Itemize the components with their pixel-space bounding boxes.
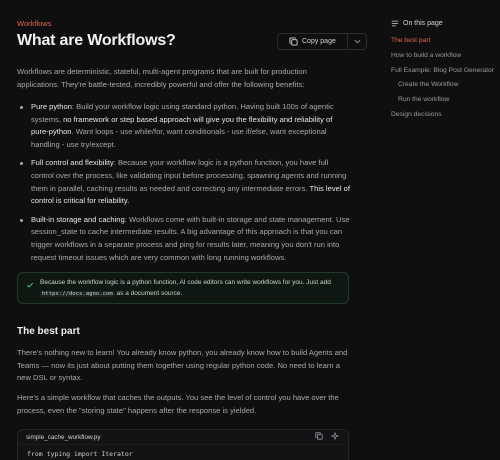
benefit-emphasis: This level of control is critical for reliability. bbox=[31, 183, 350, 206]
code-block bbox=[17, 429, 349, 460]
copy-icon[interactable] bbox=[315, 432, 323, 442]
code-line: from typing import Iterator bbox=[27, 450, 133, 458]
tip-text-part: as a document source. bbox=[114, 289, 183, 297]
tip-text-part: Because the workflow logic is a python function, AI code editors can write workflows for you. Just add bbox=[40, 279, 331, 286]
sparkle-icon[interactable] bbox=[331, 432, 339, 442]
toc-item-design-decisions[interactable]: Design decisions bbox=[391, 111, 442, 118]
copy-page-button[interactable] bbox=[277, 33, 367, 50]
code-actions bbox=[315, 432, 339, 442]
benefits-list bbox=[17, 101, 352, 270]
section-heading: The best part bbox=[17, 326, 80, 337]
paragraph: Here's a simple workflow that caches the outputs. You see the level of control you have over the process, even the "storing state" happens after the response is yielded. bbox=[17, 393, 339, 415]
toc-header-label: On this page bbox=[403, 20, 443, 27]
benefit-title: Pure python bbox=[31, 102, 72, 111]
list-item bbox=[17, 101, 352, 151]
toc-header bbox=[391, 20, 443, 27]
list-item bbox=[17, 214, 352, 264]
inline-code: https://docs.agno.com bbox=[42, 290, 113, 297]
page-title: What are Workflows? bbox=[17, 32, 176, 49]
copy-page-label: Copy page bbox=[302, 38, 336, 45]
copy-icon bbox=[287, 37, 299, 46]
tip-text bbox=[40, 278, 345, 299]
benefit-text: : Build your workflow logic using standard python. Having built 100s of agentic systems, bbox=[31, 102, 334, 124]
benefit-text: . Want loops - use while/for, want conditionals - use if/else, want exceptional handling - use try/except. bbox=[31, 127, 327, 149]
breadcrumb[interactable]: Workflows bbox=[17, 19, 52, 28]
toc-item-how-to-build[interactable]: How to build a workflow bbox=[391, 52, 462, 59]
toc-item-full-example[interactable]: Full Example: Blog Post Generator bbox=[391, 67, 494, 74]
benefit-text: : Workflows come with built-in storage and state management. Use session_state to cache intermediate results. A big advantage of this approach is that you can trigger workflows in a separate process and ping for results later, meaning you don't run into request timeout issues which are very common with long running workflows. bbox=[31, 214, 350, 262]
toc-item-run-workflow[interactable]: Run the workflow bbox=[398, 96, 450, 103]
benefit-title: Built-in storage and caching bbox=[31, 214, 125, 224]
toc-icon bbox=[391, 20, 399, 27]
check-icon bbox=[26, 281, 34, 294]
toc-item-create-workflow[interactable]: Create the Workflow bbox=[398, 81, 459, 88]
code-header bbox=[18, 430, 348, 445]
intro-paragraph: Workflows are deterministic, stateful, multi-agent programs that are built for production applications. They're battle-tested, incredibly powerful and offer the following benefits: bbox=[17, 67, 307, 89]
toc-item-the-best-part[interactable]: The best part bbox=[391, 37, 431, 44]
chevron-down-icon[interactable] bbox=[348, 39, 366, 44]
code-filename: simple_cache_workflow.py bbox=[26, 433, 101, 441]
benefit-text: : Because your workflow logic is a python function, you have full control over the process, like validating input before processing, spawning agents and running them in parallel, caching results as needed and correcting any intermediate errors. bbox=[31, 158, 347, 193]
tip-callout bbox=[17, 272, 349, 304]
paragraph: There's nothing new to learn! You already know python, you already know how to build Agents and Teams — now its just about putting them together using regular python code. No need to learn a new DSL or syntax. bbox=[17, 348, 348, 383]
benefit-emphasis: no framework or step based approach will give you the flexibility and reliability of pure-python bbox=[31, 114, 333, 137]
benefit-title: Full control and flexibility bbox=[31, 158, 114, 168]
list-item bbox=[17, 157, 352, 207]
